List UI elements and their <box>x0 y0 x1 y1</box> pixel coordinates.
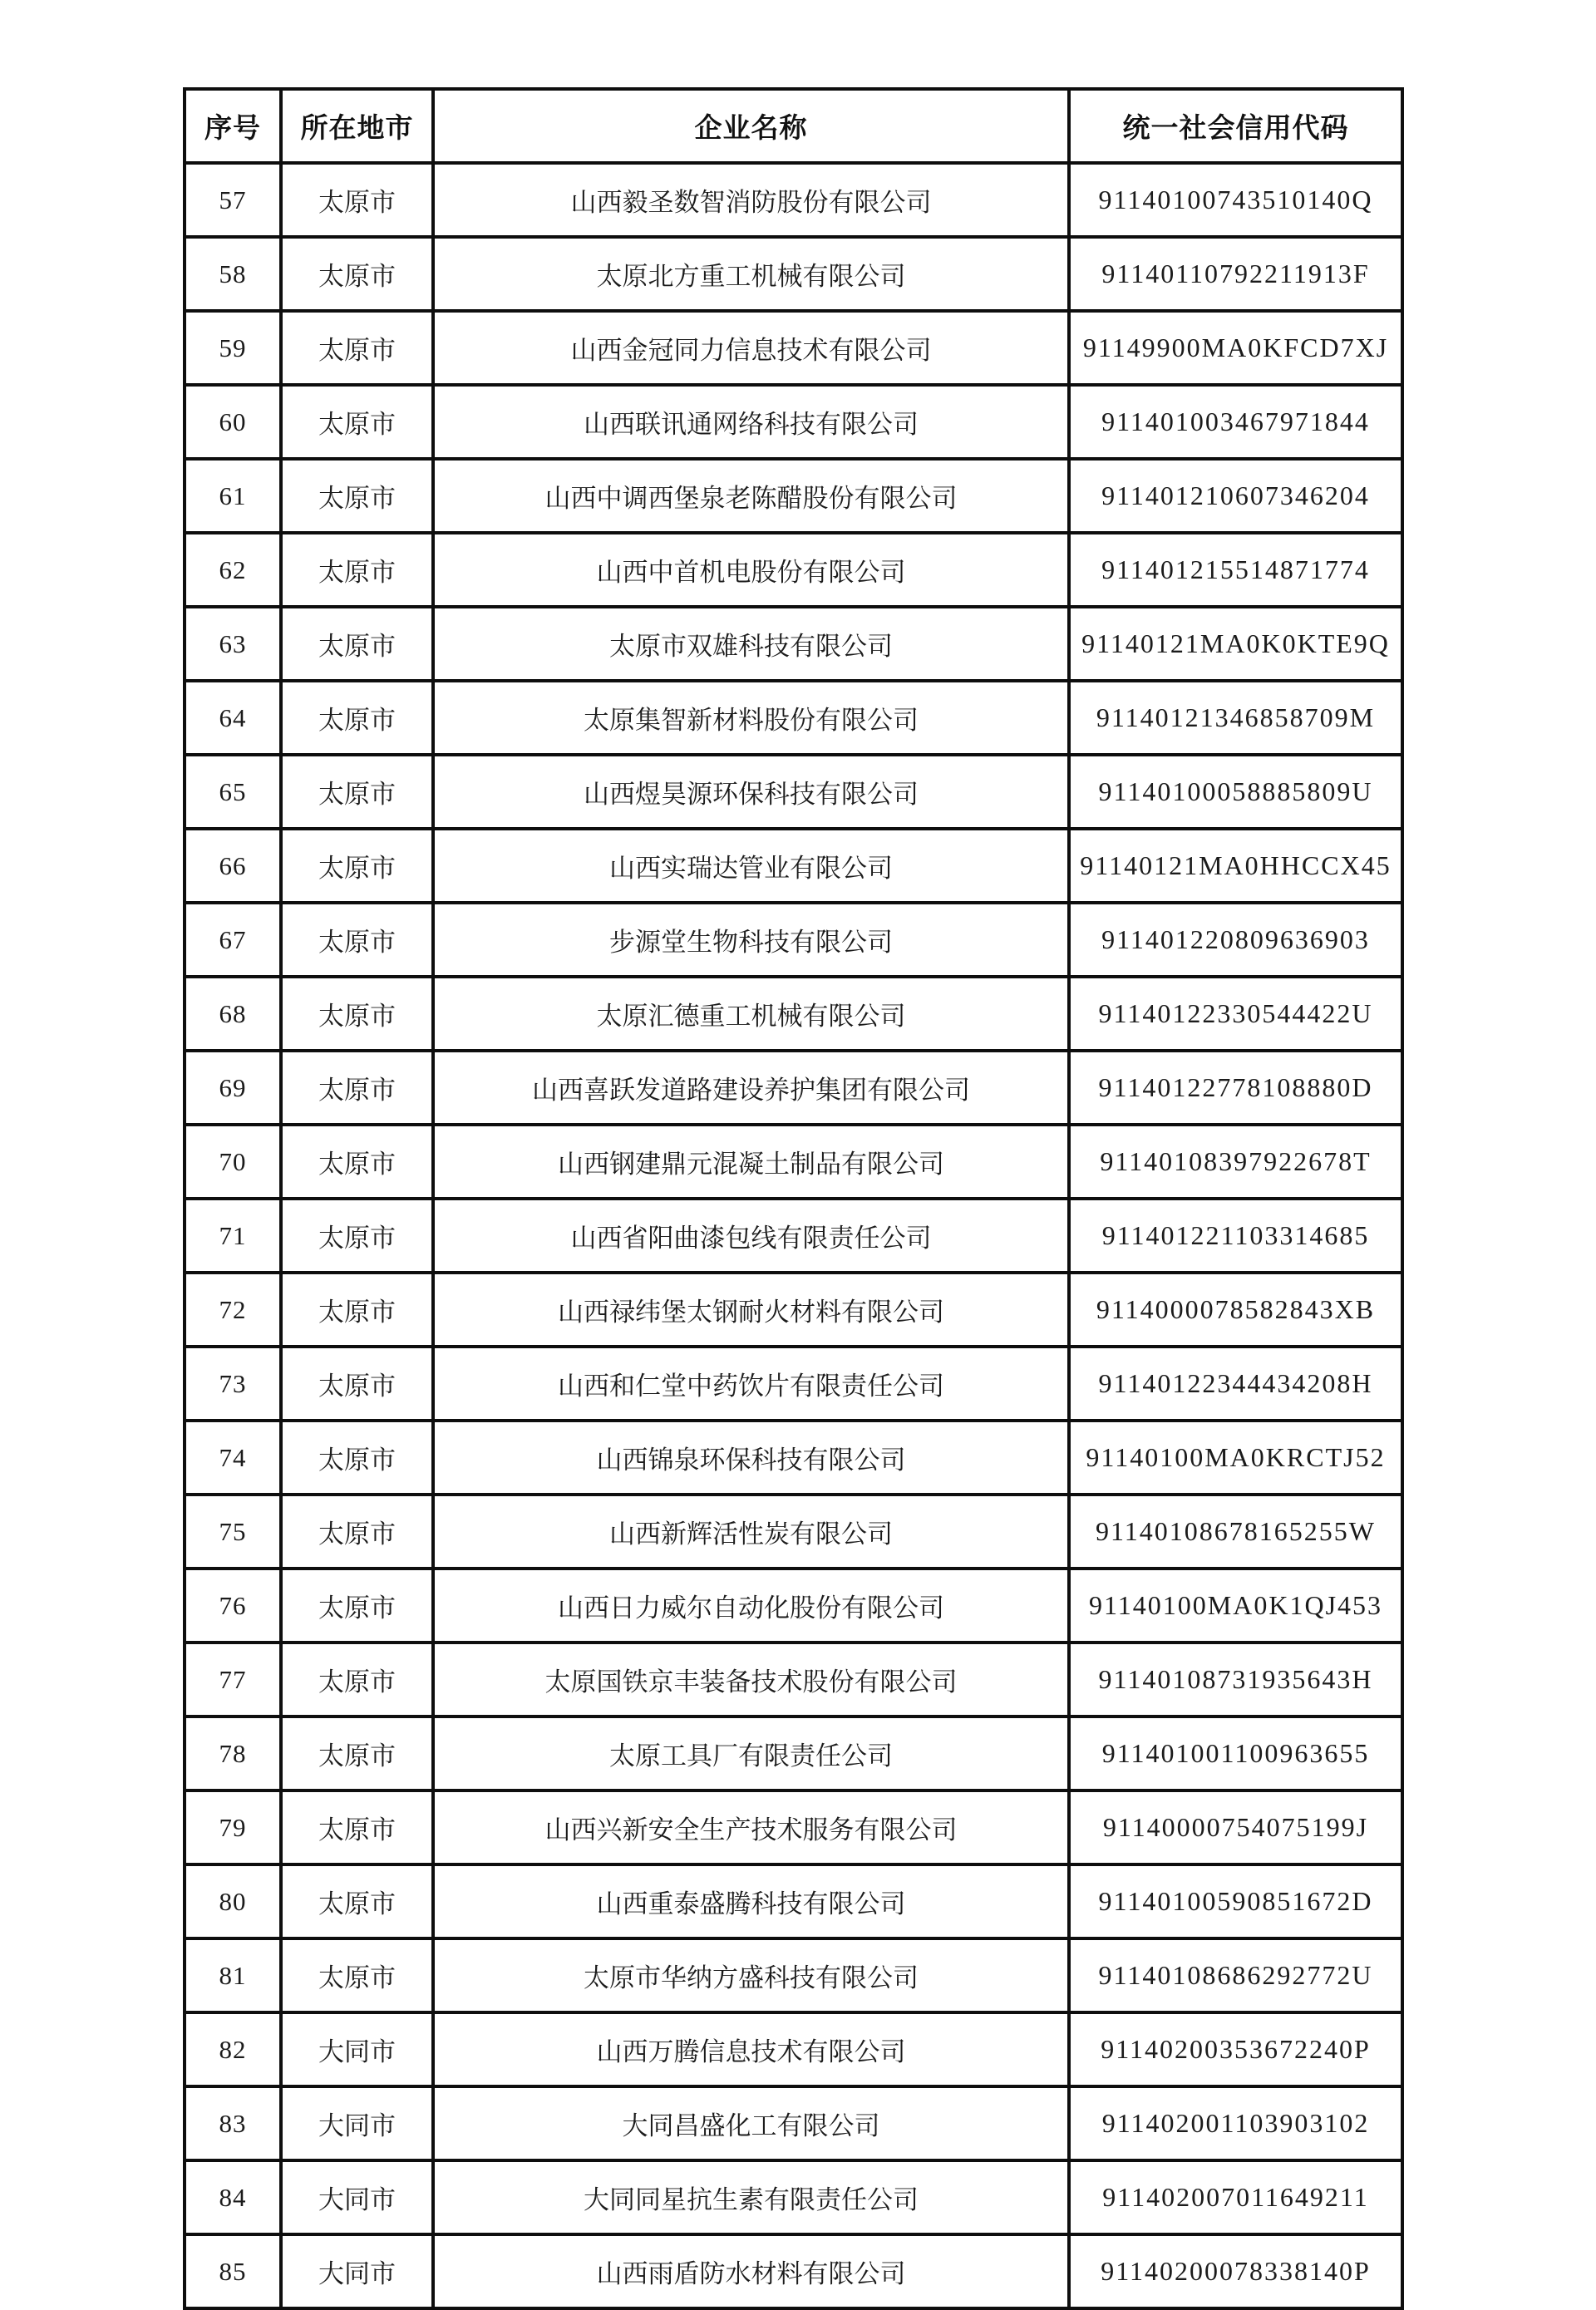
serial-cell: 57 <box>185 163 281 237</box>
company-name-cell: 山西中首机电股份有限公司 <box>433 533 1069 607</box>
credit-code-cell: 911401003467971844 <box>1069 385 1402 459</box>
table-row <box>185 1421 1402 1495</box>
table-row <box>185 1569 1402 1643</box>
serial-cell: 77 <box>185 1643 281 1716</box>
city-cell: 太原市 <box>281 903 433 977</box>
serial-cell: 82 <box>185 2012 281 2086</box>
table-row <box>185 1199 1402 1273</box>
table-row <box>185 2234 1402 2308</box>
company-name-cell: 山西兴新安全生产技术服务有限公司 <box>433 1790 1069 1864</box>
credit-code-cell: 91140108686292772U <box>1069 1938 1402 2012</box>
credit-code-cell: 91140121MA0K0KTE9Q <box>1069 607 1402 681</box>
serial-cell: 61 <box>185 459 281 533</box>
city-cell: 太原市 <box>281 1790 433 1864</box>
table-row <box>185 2012 1402 2086</box>
serial-cell: 80 <box>185 1864 281 1938</box>
table-row <box>185 459 1402 533</box>
city-cell: 太原市 <box>281 681 433 755</box>
table-row <box>185 1790 1402 1864</box>
serial-cell: 70 <box>185 1125 281 1199</box>
company-name-cell: 太原市双雄科技有限公司 <box>433 607 1069 681</box>
city-cell: 太原市 <box>281 1569 433 1643</box>
company-name-cell: 太原工具厂有限责任公司 <box>433 1716 1069 1790</box>
serial-cell: 83 <box>185 2086 281 2160</box>
serial-cell: 84 <box>185 2160 281 2234</box>
company-name-cell: 太原集智新材料股份有限公司 <box>433 681 1069 755</box>
city-cell: 太原市 <box>281 459 433 533</box>
table-row <box>185 311 1402 385</box>
credit-code-cell: 91140000754075199J <box>1069 1790 1402 1864</box>
credit-code-cell: 911401221103314685 <box>1069 1199 1402 1273</box>
serial-cell: 85 <box>185 2234 281 2308</box>
company-name-cell: 大同昌盛化工有限公司 <box>433 2086 1069 2160</box>
serial-cell: 64 <box>185 681 281 755</box>
company-name-cell: 太原国铁京丰装备技术股份有限公司 <box>433 1643 1069 1716</box>
credit-code-cell: 91140108678165255W <box>1069 1495 1402 1569</box>
company-name-cell: 山西新辉活性炭有限公司 <box>433 1495 1069 1569</box>
credit-code-cell: 91140122330544422U <box>1069 977 1402 1051</box>
header-city: 所在地市 <box>281 89 433 163</box>
company-name-cell: 山西钢建鼎元混凝土制品有限公司 <box>433 1125 1069 1199</box>
table-row <box>185 1643 1402 1716</box>
credit-code-cell: 91140108397922678T <box>1069 1125 1402 1199</box>
serial-cell: 76 <box>185 1569 281 1643</box>
company-name-cell: 山西金冠同力信息技术有限公司 <box>433 311 1069 385</box>
table-header <box>185 89 1402 163</box>
credit-code-cell: 91140100743510140Q <box>1069 163 1402 237</box>
city-cell: 大同市 <box>281 2086 433 2160</box>
table-row <box>185 1864 1402 1938</box>
company-name-cell: 山西雨盾防水材料有限公司 <box>433 2234 1069 2308</box>
credit-code-cell: 91140100590851672D <box>1069 1864 1402 1938</box>
city-cell: 太原市 <box>281 385 433 459</box>
company-name-cell: 太原汇德重工机械有限公司 <box>433 977 1069 1051</box>
city-cell: 大同市 <box>281 2012 433 2086</box>
serial-cell: 60 <box>185 385 281 459</box>
city-cell: 太原市 <box>281 311 433 385</box>
serial-cell: 81 <box>185 1938 281 2012</box>
table-row <box>185 681 1402 755</box>
table-row <box>185 1347 1402 1421</box>
table-body <box>185 163 1402 2308</box>
company-name-cell: 太原北方重工机械有限公司 <box>433 237 1069 311</box>
credit-code-cell: 91140110792211913F <box>1069 237 1402 311</box>
credit-code-cell: 91140200353672240P <box>1069 2012 1402 2086</box>
credit-code-cell: 9114000078582843XB <box>1069 1273 1402 1347</box>
serial-cell: 73 <box>185 1347 281 1421</box>
city-cell: 大同市 <box>281 2160 433 2234</box>
company-table <box>183 87 1404 2310</box>
credit-code-cell: 91140108731935643H <box>1069 1643 1402 1716</box>
serial-cell: 59 <box>185 311 281 385</box>
credit-code-cell: 911402001103903102 <box>1069 2086 1402 2160</box>
credit-code-cell: 911401001100963655 <box>1069 1716 1402 1790</box>
header-company-name: 企业名称 <box>433 89 1069 163</box>
company-name-cell: 山西万腾信息技术有限公司 <box>433 2012 1069 2086</box>
serial-cell: 74 <box>185 1421 281 1495</box>
credit-code-cell: 91140100MA0K1QJ453 <box>1069 1569 1402 1643</box>
city-cell: 太原市 <box>281 829 433 903</box>
credit-code-cell: 911402007011649211 <box>1069 2160 1402 2234</box>
city-cell: 太原市 <box>281 755 433 829</box>
credit-code-cell: 91140122344434208H <box>1069 1347 1402 1421</box>
company-name-cell: 步源堂生物科技有限公司 <box>433 903 1069 977</box>
company-name-cell: 山西毅圣数智消防股份有限公司 <box>433 163 1069 237</box>
city-cell: 太原市 <box>281 977 433 1051</box>
credit-code-cell: 911401215514871774 <box>1069 533 1402 607</box>
company-name-cell: 大同同星抗生素有限责任公司 <box>433 2160 1069 2234</box>
company-name-cell: 山西禄纬堡太钢耐火材料有限公司 <box>433 1273 1069 1347</box>
table-row <box>185 1716 1402 1790</box>
company-name-cell: 山西和仁堂中药饮片有限责任公司 <box>433 1347 1069 1421</box>
city-cell: 太原市 <box>281 1051 433 1125</box>
serial-cell: 62 <box>185 533 281 607</box>
table-row <box>185 977 1402 1051</box>
company-name-cell: 山西重泰盛腾科技有限公司 <box>433 1864 1069 1938</box>
credit-code-cell: 91149900MA0KFCD7XJ <box>1069 311 1402 385</box>
table-row <box>185 1273 1402 1347</box>
company-name-cell: 山西煜昊源环保科技有限公司 <box>433 755 1069 829</box>
serial-cell: 66 <box>185 829 281 903</box>
table-row <box>185 903 1402 977</box>
serial-cell: 72 <box>185 1273 281 1347</box>
company-name-cell: 山西喜跃发道路建设养护集团有限公司 <box>433 1051 1069 1125</box>
city-cell: 太原市 <box>281 1716 433 1790</box>
city-cell: 太原市 <box>281 163 433 237</box>
city-cell: 太原市 <box>281 1347 433 1421</box>
credit-code-cell: 91140100MA0KRCTJ52 <box>1069 1421 1402 1495</box>
city-cell: 太原市 <box>281 1938 433 2012</box>
table-row <box>185 755 1402 829</box>
city-cell: 太原市 <box>281 1125 433 1199</box>
city-cell: 太原市 <box>281 607 433 681</box>
table-row <box>185 1051 1402 1125</box>
serial-cell: 68 <box>185 977 281 1051</box>
serial-cell: 78 <box>185 1716 281 1790</box>
company-name-cell: 山西日力威尔自动化股份有限公司 <box>433 1569 1069 1643</box>
credit-code-cell: 91140122778108880D <box>1069 1051 1402 1125</box>
serial-cell: 63 <box>185 607 281 681</box>
header-row <box>185 89 1402 163</box>
serial-cell: 58 <box>185 237 281 311</box>
company-name-cell: 山西省阳曲漆包线有限责任公司 <box>433 1199 1069 1273</box>
serial-cell: 65 <box>185 755 281 829</box>
header-serial: 序号 <box>185 89 281 163</box>
city-cell: 太原市 <box>281 1495 433 1569</box>
city-cell: 太原市 <box>281 237 433 311</box>
table-row <box>185 607 1402 681</box>
city-cell: 太原市 <box>281 1864 433 1938</box>
table-row <box>185 829 1402 903</box>
serial-cell: 67 <box>185 903 281 977</box>
city-cell: 太原市 <box>281 1643 433 1716</box>
table-row <box>185 1495 1402 1569</box>
company-name-cell: 山西联讯通网络科技有限公司 <box>433 385 1069 459</box>
company-name-cell: 山西中调西堡泉老陈醋股份有限公司 <box>433 459 1069 533</box>
credit-code-cell: 91140121346858709M <box>1069 681 1402 755</box>
table-row <box>185 1938 1402 2012</box>
credit-code-cell: 911401220809636903 <box>1069 903 1402 977</box>
table-row <box>185 385 1402 459</box>
credit-code-cell: 91140100058885809U <box>1069 755 1402 829</box>
serial-cell: 69 <box>185 1051 281 1125</box>
table-row <box>185 533 1402 607</box>
city-cell: 太原市 <box>281 533 433 607</box>
company-name-cell: 太原市华纳方盛科技有限公司 <box>433 1938 1069 2012</box>
table-row <box>185 163 1402 237</box>
credit-code-cell: 911401210607346204 <box>1069 459 1402 533</box>
serial-cell: 79 <box>185 1790 281 1864</box>
company-name-cell: 山西实瑞达管业有限公司 <box>433 829 1069 903</box>
table-row <box>185 237 1402 311</box>
table-row <box>185 2086 1402 2160</box>
city-cell: 太原市 <box>281 1199 433 1273</box>
table-row <box>185 1125 1402 1199</box>
table-row <box>185 2160 1402 2234</box>
city-cell: 大同市 <box>281 2234 433 2308</box>
city-cell: 太原市 <box>281 1273 433 1347</box>
credit-code-cell: 91140121MA0HHCCX45 <box>1069 829 1402 903</box>
credit-code-cell: 91140200078338140P <box>1069 2234 1402 2308</box>
header-credit-code: 统一社会信用代码 <box>1069 89 1402 163</box>
serial-cell: 75 <box>185 1495 281 1569</box>
serial-cell: 71 <box>185 1199 281 1273</box>
company-name-cell: 山西锦泉环保科技有限公司 <box>433 1421 1069 1495</box>
city-cell: 太原市 <box>281 1421 433 1495</box>
